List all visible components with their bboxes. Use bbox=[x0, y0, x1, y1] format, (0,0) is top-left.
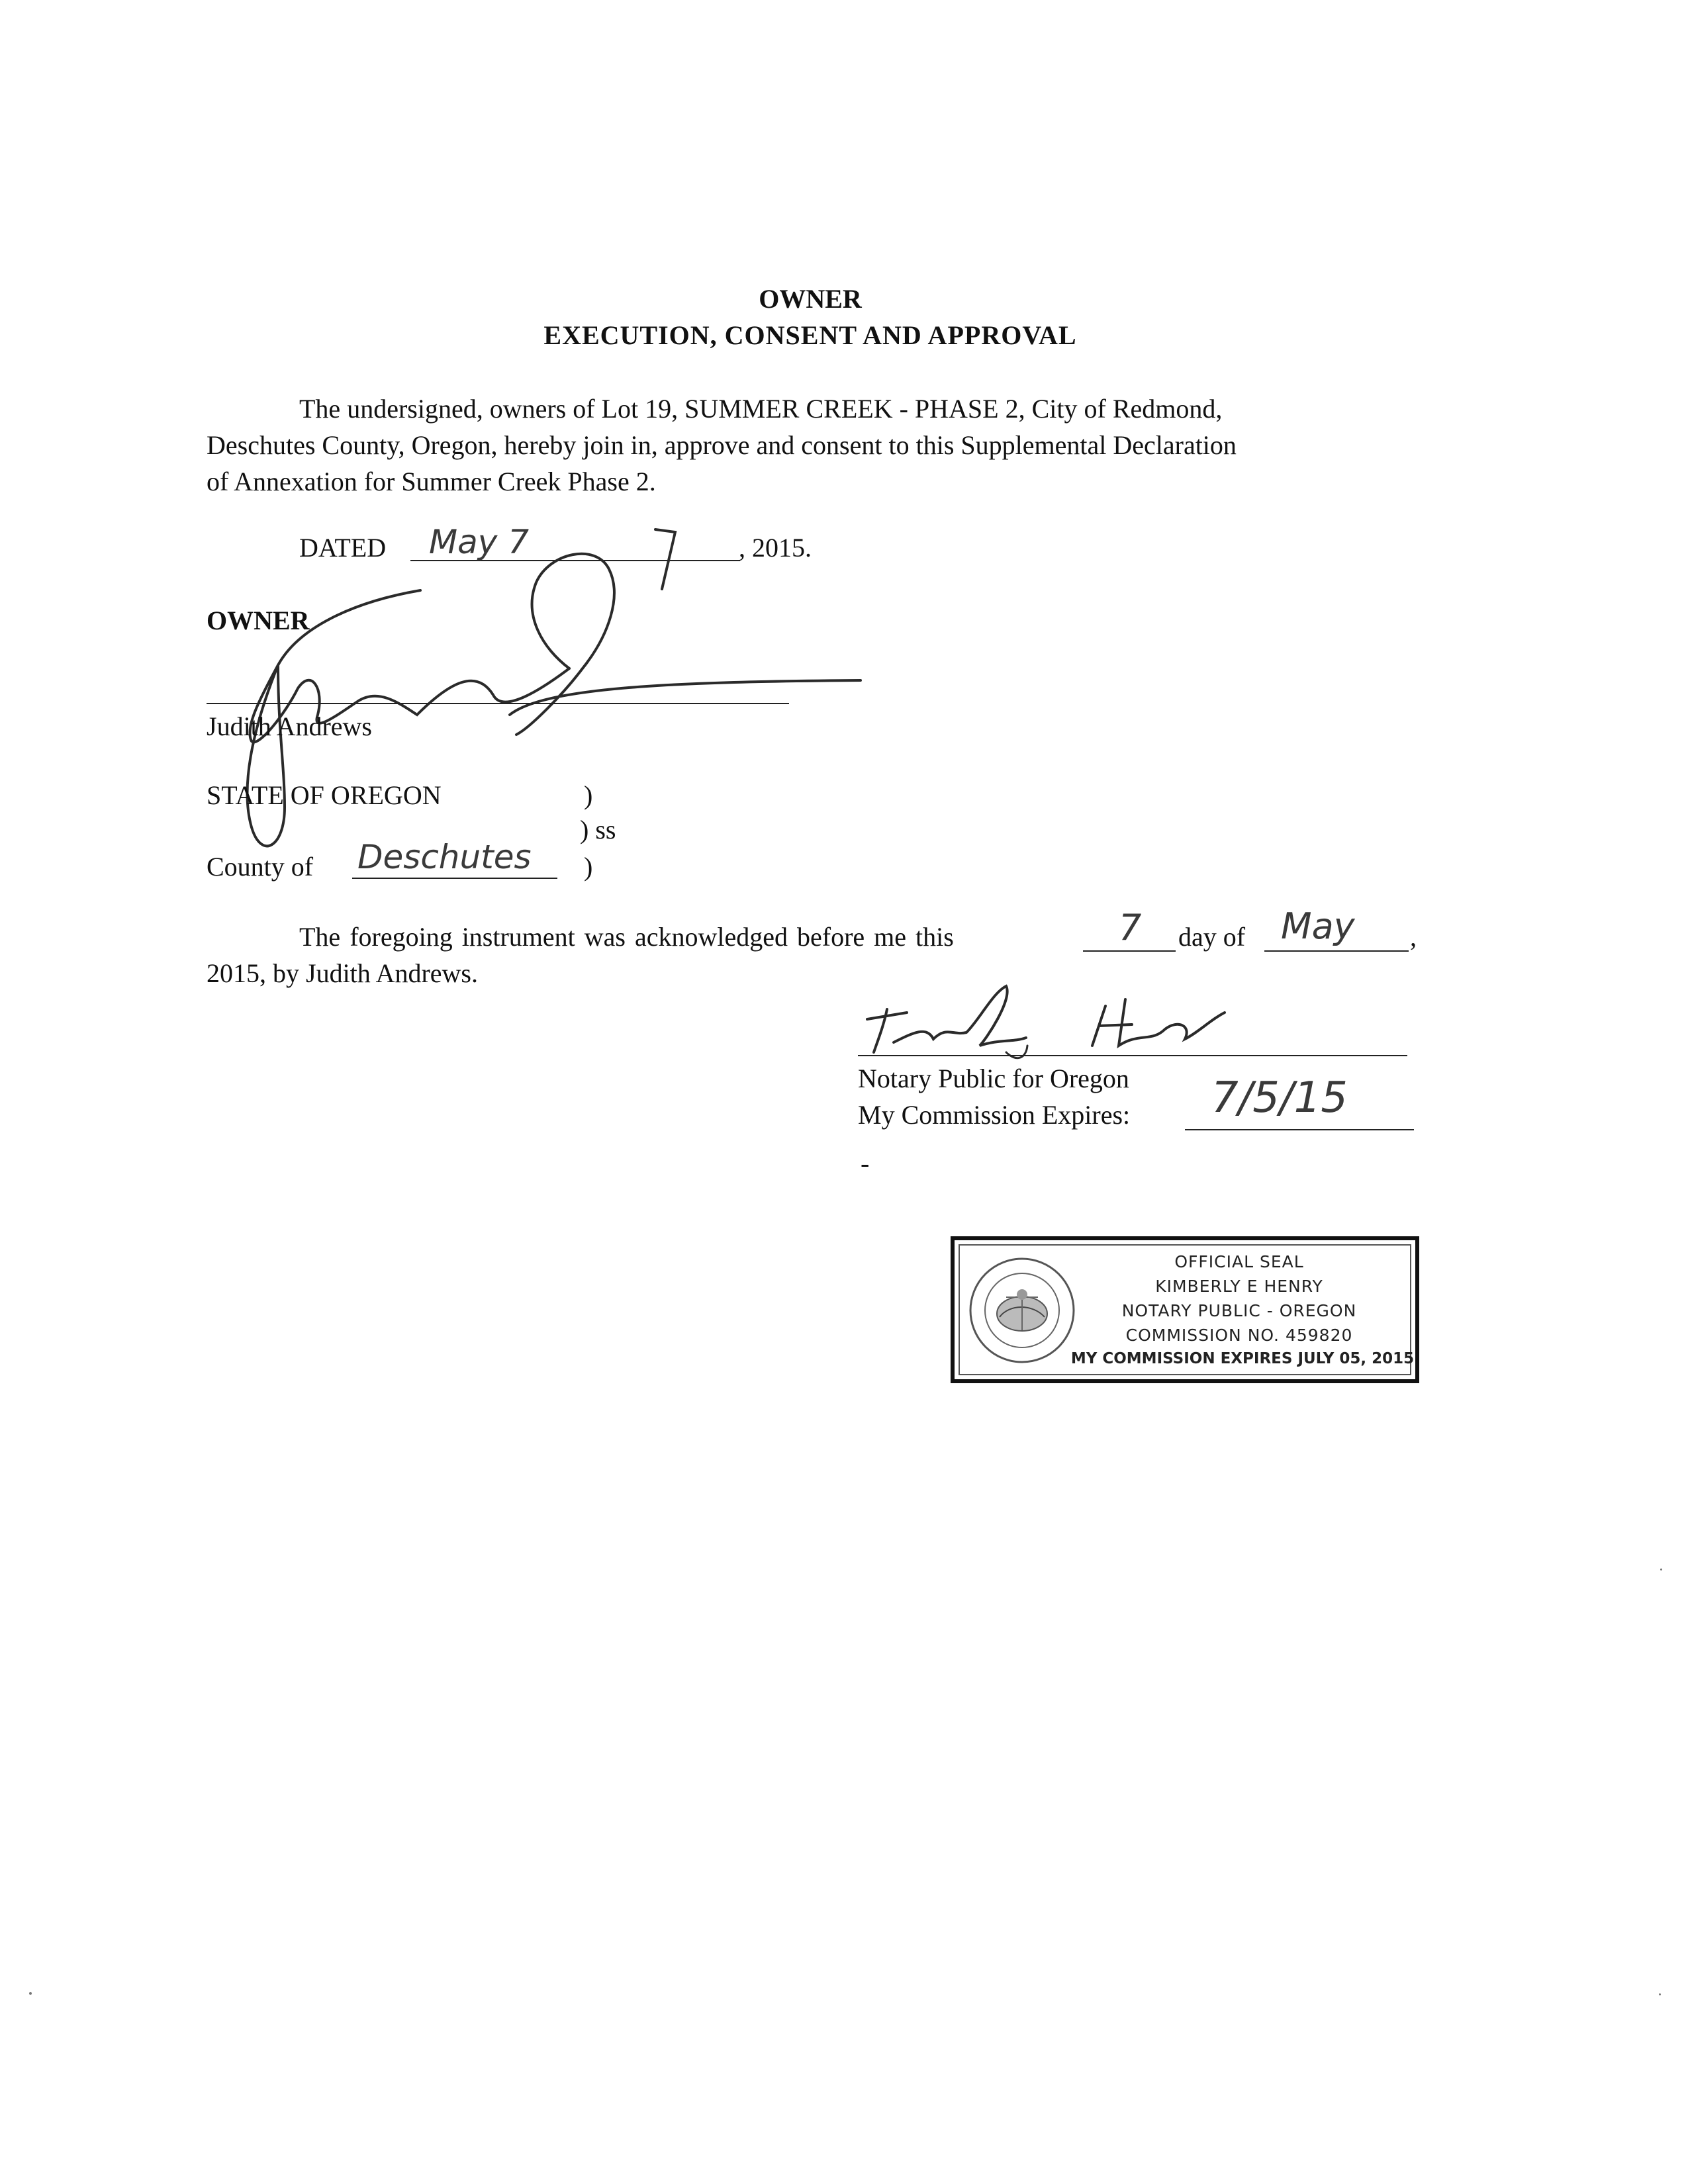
venue-ss: ) ss bbox=[580, 815, 616, 844]
scan-speck bbox=[1660, 1569, 1662, 1570]
commission-expires-label: My Commission Expires: bbox=[858, 1100, 1131, 1130]
dated-label: DATED bbox=[299, 533, 387, 563]
heading-owner: OWNER bbox=[759, 284, 862, 314]
ack-day-underline bbox=[1083, 950, 1176, 952]
scan-speck bbox=[1659, 1993, 1661, 1995]
heading-execution-consent-approval: EXECUTION, CONSENT AND APPROVAL bbox=[543, 320, 1077, 350]
commission-expires-underline bbox=[1185, 1129, 1414, 1130]
seal-line-commission-number: COMMISSION NO. 459820 bbox=[1125, 1326, 1353, 1345]
ack-day-of: day of bbox=[1178, 922, 1246, 952]
seal-line-official-seal: OFFICIAL SEAL bbox=[1174, 1252, 1304, 1271]
stray-mark: - bbox=[861, 1148, 870, 1178]
owner-signature bbox=[199, 516, 874, 887]
venue-paren-3: ) bbox=[584, 852, 593, 882]
ack-month-handwritten: May bbox=[1281, 905, 1355, 947]
county-label: County of bbox=[207, 852, 314, 882]
owner-label: OWNER bbox=[207, 606, 310, 635]
paragraph-line-1: The undersigned, owners of Lot 19, SUMMER CREEK - PHASE 2, City of Redmond, bbox=[299, 394, 1223, 424]
ack-comma: , bbox=[1410, 922, 1417, 952]
notary-signature-line bbox=[858, 1055, 1407, 1056]
acknowledgment-text: The foregoing instrument was acknowledged before me this bbox=[299, 922, 954, 952]
paragraph-line-2: Deschutes County, Oregon, hereby join in, approve and consent to this Supplemental Declaration bbox=[207, 430, 1237, 460]
seal-line-commission-expires: MY COMMISSION EXPIRES JULY 05, 2015 bbox=[1070, 1350, 1415, 1367]
ack-line-2: 2015, by Judith Andrews. bbox=[207, 958, 478, 988]
paragraph-line-3: of Annexation for Summer Creek Phase 2. bbox=[207, 467, 656, 496]
owner-printed-name: Judith Andrews bbox=[207, 711, 372, 741]
official-seal-stamp bbox=[951, 1236, 1419, 1383]
state-of-oregon: STATE OF OREGON bbox=[207, 780, 442, 810]
scan-speck bbox=[29, 1992, 32, 1995]
owner-signature-line bbox=[207, 703, 789, 704]
commission-expires-handwritten: 7/5/15 bbox=[1211, 1073, 1348, 1122]
oregon-state-seal-emblem bbox=[966, 1251, 1078, 1370]
dated-year: , 2015. bbox=[739, 533, 812, 563]
dated-handwritten-value: May 7 bbox=[429, 523, 530, 561]
ack-month-underline bbox=[1264, 950, 1409, 952]
notary-title: Notary Public for Oregon bbox=[858, 1064, 1129, 1093]
seal-line-notary-public: NOTARY PUBLIC - OREGON bbox=[1121, 1301, 1357, 1320]
notary-signature bbox=[854, 979, 1278, 1066]
ack-day-handwritten: 7 bbox=[1119, 907, 1142, 948]
seal-line-notary-name: KIMBERLY E HENRY bbox=[1155, 1277, 1323, 1296]
venue-paren-1: ) bbox=[584, 780, 593, 810]
county-underline bbox=[352, 878, 557, 879]
county-handwritten-value: Deschutes bbox=[357, 838, 532, 876]
